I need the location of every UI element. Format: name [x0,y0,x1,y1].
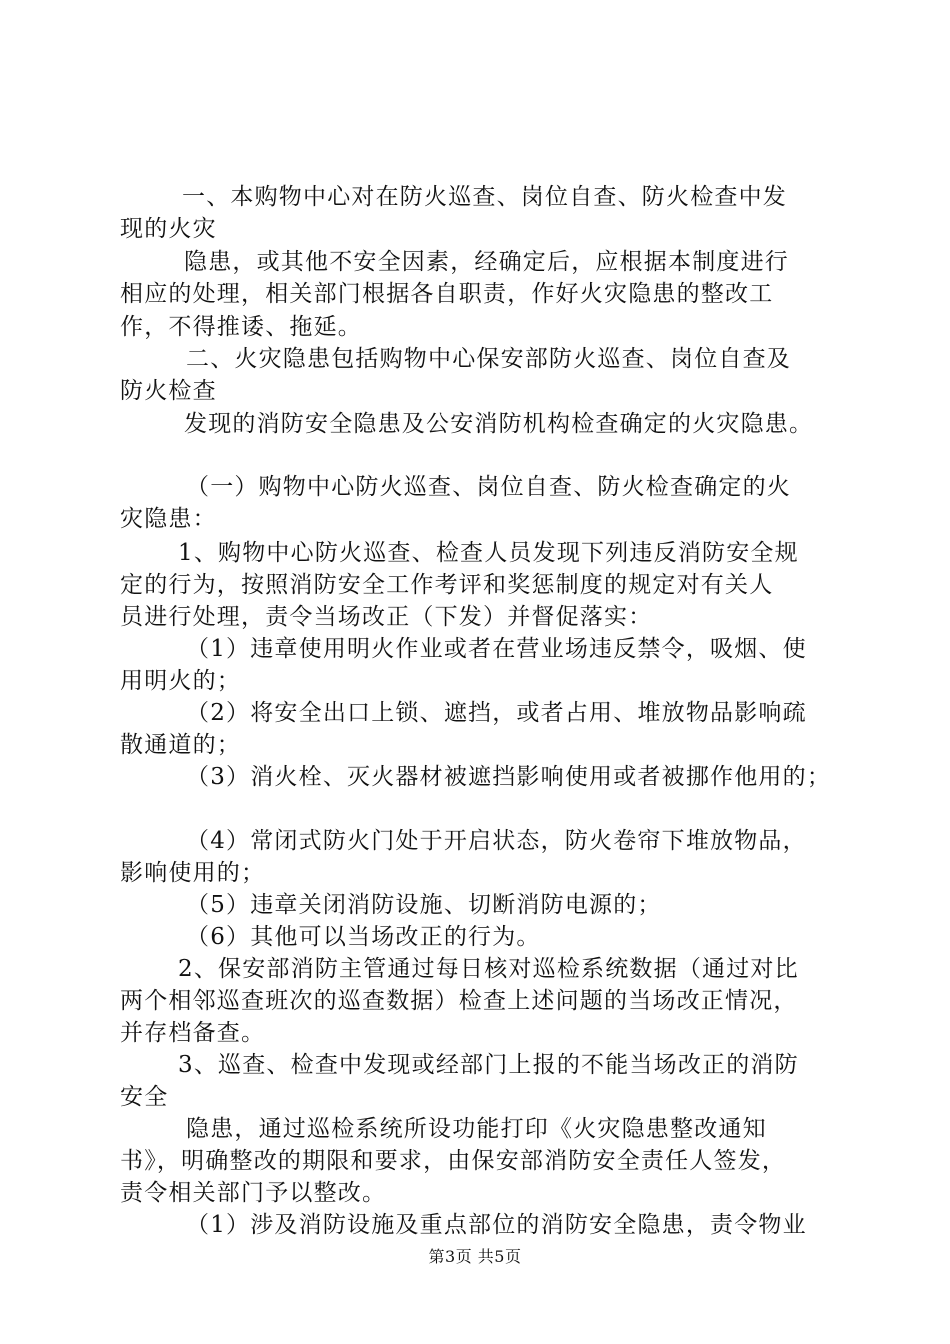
text-line: 防火检查 [120,378,217,404]
text-line: （2）将安全出口上锁、遮挡，或者占用、堆放物品影响疏 [186,700,807,726]
text-line: 1、购物中心防火巡查、检查人员发现下列违反消防安全规 [178,540,799,566]
text-line: （6）其他可以当场改正的行为。 [186,924,541,950]
text-line: 散通道的； [120,732,241,758]
text-line: 并存档备查。 [120,1020,266,1046]
text-line: 书》，明确整改的期限和要求，由保安部消防安全责任人签发， [120,1148,787,1174]
text-line: （1）涉及消防设施及重点部位的消防安全隐患，责令物业 [186,1212,807,1238]
text-line: 隐患，或其他不安全因素，经确定后，应根据本制度进行 [184,249,789,275]
text-line: 安全 [120,1084,169,1110]
text-line: 两个相邻巡查班次的巡查数据）检查上述问题的当场改正情况， [120,988,798,1014]
text-line: 用明火的； [120,668,241,694]
text-line: 隐患，通过巡检系统所设功能打印《火灾隐患整改通知 [186,1116,767,1142]
text-line: 二、火灾隐患包括购物中心保安部防火巡查、岗位自查及 [186,346,791,372]
text-line: （1）违章使用明火作业或者在营业场违反禁令，吸烟、使 [186,636,807,662]
text-line: 相应的处理，相关部门根据各自职责，作好火灾隐患的整改工 [120,281,774,307]
text-line: 现的火灾 [120,216,217,242]
text-line: 员进行处理，责令当场改正（下发）并督促落实： [120,604,653,630]
text-line: 发现的消防安全隐患及公安消防机构检查确定的火灾隐患。 [184,411,814,437]
text-line: （5）违章关闭消防设施、切断消防电源的； [186,892,662,918]
text-line: 3、巡查、检查中发现或经部门上报的不能当场改正的消防 [178,1052,799,1078]
text-line: （一）购物中心防火巡查、岗位自查、防火检查确定的火 [186,474,791,500]
text-line: 一、本购物中心对在防火巡查、岗位自查、防火检查中发 [182,184,787,210]
text-line: 作，不得推诿、拖延。 [120,314,362,340]
text-line: （3）消火栓、灭火器材被遮挡影响使用或者被挪作他用的； [186,764,832,790]
text-line: （4）常闭式防火门处于开启状态，防火卷帘下堆放物品， [186,828,807,854]
text-line: 2、保安部消防主管通过每日核对巡检系统数据（通过对比 [178,956,799,982]
text-line: 影响使用的； [120,860,266,886]
text-line: 灾隐患： [120,506,217,532]
page-number-footer: 第3页 共5页 [428,1247,522,1266]
text-line: 定的行为，按照消防安全工作考评和奖惩制度的规定对有关人 [120,572,774,598]
text-line: 责令相关部门予以整改。 [120,1180,387,1206]
